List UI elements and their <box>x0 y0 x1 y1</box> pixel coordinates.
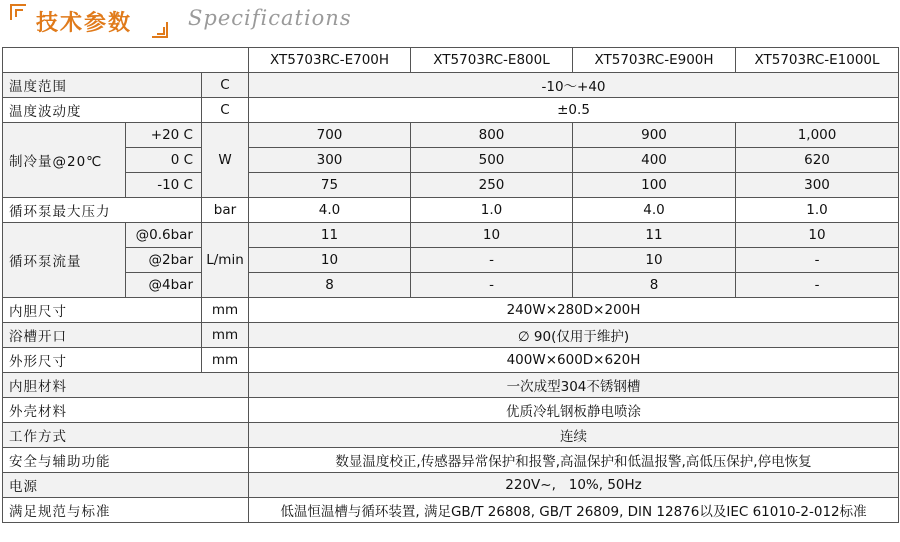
row-unit: L/min <box>202 223 249 298</box>
row-value: 优质冷轧钢板静电喷涂 <box>249 398 899 423</box>
table-row <box>3 223 899 248</box>
header-blank-cell <box>3 48 249 73</box>
table-row <box>3 448 899 473</box>
row-condition: @4bar <box>126 273 202 298</box>
row-label: 循环泵最大压力 <box>3 198 202 223</box>
table-row <box>3 348 899 373</box>
row-value: ∅ 90(仅用于维护) <box>249 323 899 348</box>
table-row <box>3 73 899 98</box>
row-value: -10～+40 <box>249 73 899 98</box>
row-value: 240W×280D×200H <box>249 298 899 323</box>
row-unit: mm <box>202 298 249 323</box>
row-label: 温度波动度 <box>3 98 202 123</box>
model-header: XT5703RC-E800L <box>411 48 573 73</box>
row-value: 8 <box>573 273 736 298</box>
row-value: 100 <box>573 173 736 198</box>
row-value: 220V~, 10%, 50Hz <box>249 473 899 498</box>
table-row <box>3 373 899 398</box>
table-row <box>3 398 899 423</box>
row-value: 一次成型304不锈钢槽 <box>249 373 899 398</box>
section-title: 技术参数 <box>36 11 133 36</box>
row-value: 10 <box>736 223 899 248</box>
row-label: 工作方式 <box>3 423 249 448</box>
row-unit: bar <box>202 198 249 223</box>
row-unit: mm <box>202 348 249 373</box>
row-value: 300 <box>249 148 411 173</box>
row-value: - <box>411 273 573 298</box>
row-condition: 0 C <box>126 148 202 173</box>
row-value: 4.0 <box>573 198 736 223</box>
table-row <box>3 298 899 323</box>
row-value: 数显温度校正,传感器异常保护和报警,高温保护和低温报警,高低压保护,停电恢复 <box>249 448 899 473</box>
table-row <box>3 423 899 448</box>
row-value: 1.0 <box>411 198 573 223</box>
row-value: 10 <box>573 248 736 273</box>
row-label: 满足规范与标准 <box>3 498 249 523</box>
row-value: 10 <box>411 223 573 248</box>
table-row <box>3 323 899 348</box>
corner-ornament-icon <box>157 27 165 35</box>
row-unit: C <box>202 73 249 98</box>
row-label: 制冷量@20℃ <box>3 123 126 198</box>
section-subtitle: Specifications <box>188 6 352 30</box>
row-value: 700 <box>249 123 411 148</box>
row-value: 连续 <box>249 423 899 448</box>
row-label: 电源 <box>3 473 249 498</box>
row-value: 1.0 <box>736 198 899 223</box>
row-label: 循环泵流量 <box>3 223 126 298</box>
table-row <box>3 248 899 273</box>
row-condition: -10 C <box>126 173 202 198</box>
row-label: 温度范围 <box>3 73 202 98</box>
row-value: 500 <box>411 148 573 173</box>
row-condition: +20 C <box>126 123 202 148</box>
row-value: 10 <box>249 248 411 273</box>
row-value: 400W×600D×620H <box>249 348 899 373</box>
table-row <box>3 473 899 498</box>
table-header-row <box>3 48 899 73</box>
row-label: 内胆尺寸 <box>3 298 202 323</box>
row-value: 620 <box>736 148 899 173</box>
row-label: 外形尺寸 <box>3 348 202 373</box>
row-unit: mm <box>202 323 249 348</box>
row-value: 8 <box>249 273 411 298</box>
row-value: ±0.5 <box>249 98 899 123</box>
row-value: - <box>736 248 899 273</box>
row-value: 300 <box>736 173 899 198</box>
row-value: 400 <box>573 148 736 173</box>
table-row <box>3 198 899 223</box>
row-value: 11 <box>573 223 736 248</box>
table-row <box>3 148 899 173</box>
row-condition: @2bar <box>126 248 202 273</box>
spec-table <box>2 47 899 523</box>
row-value: 4.0 <box>249 198 411 223</box>
row-value: - <box>411 248 573 273</box>
table-row <box>3 273 899 298</box>
row-value: 低温恒温槽与循环装置, 满足GB/T 26808, GB/T 26809, DIN 12876以及IEC 61010-2-012标准 <box>249 498 899 523</box>
table-row <box>3 98 899 123</box>
model-header: XT5703RC-E700H <box>249 48 411 73</box>
row-value: 900 <box>573 123 736 148</box>
table-row <box>3 498 899 523</box>
corner-ornament-icon <box>15 9 23 17</box>
row-value: 1,000 <box>736 123 899 148</box>
model-header: XT5703RC-E900H <box>573 48 736 73</box>
table-row <box>3 173 899 198</box>
row-unit: W <box>202 123 249 198</box>
row-condition: @0.6bar <box>126 223 202 248</box>
table-row <box>3 123 899 148</box>
row-value: 250 <box>411 173 573 198</box>
row-label: 安全与辅助功能 <box>3 448 249 473</box>
row-unit: C <box>202 98 249 123</box>
row-value: 800 <box>411 123 573 148</box>
row-value: 75 <box>249 173 411 198</box>
model-header: XT5703RC-E1000L <box>736 48 899 73</box>
row-label: 内胆材料 <box>3 373 249 398</box>
row-label: 外壳材料 <box>3 398 249 423</box>
row-label: 浴槽开口 <box>3 323 202 348</box>
section-header <box>0 0 900 46</box>
row-value: 11 <box>249 223 411 248</box>
row-value: - <box>736 273 899 298</box>
